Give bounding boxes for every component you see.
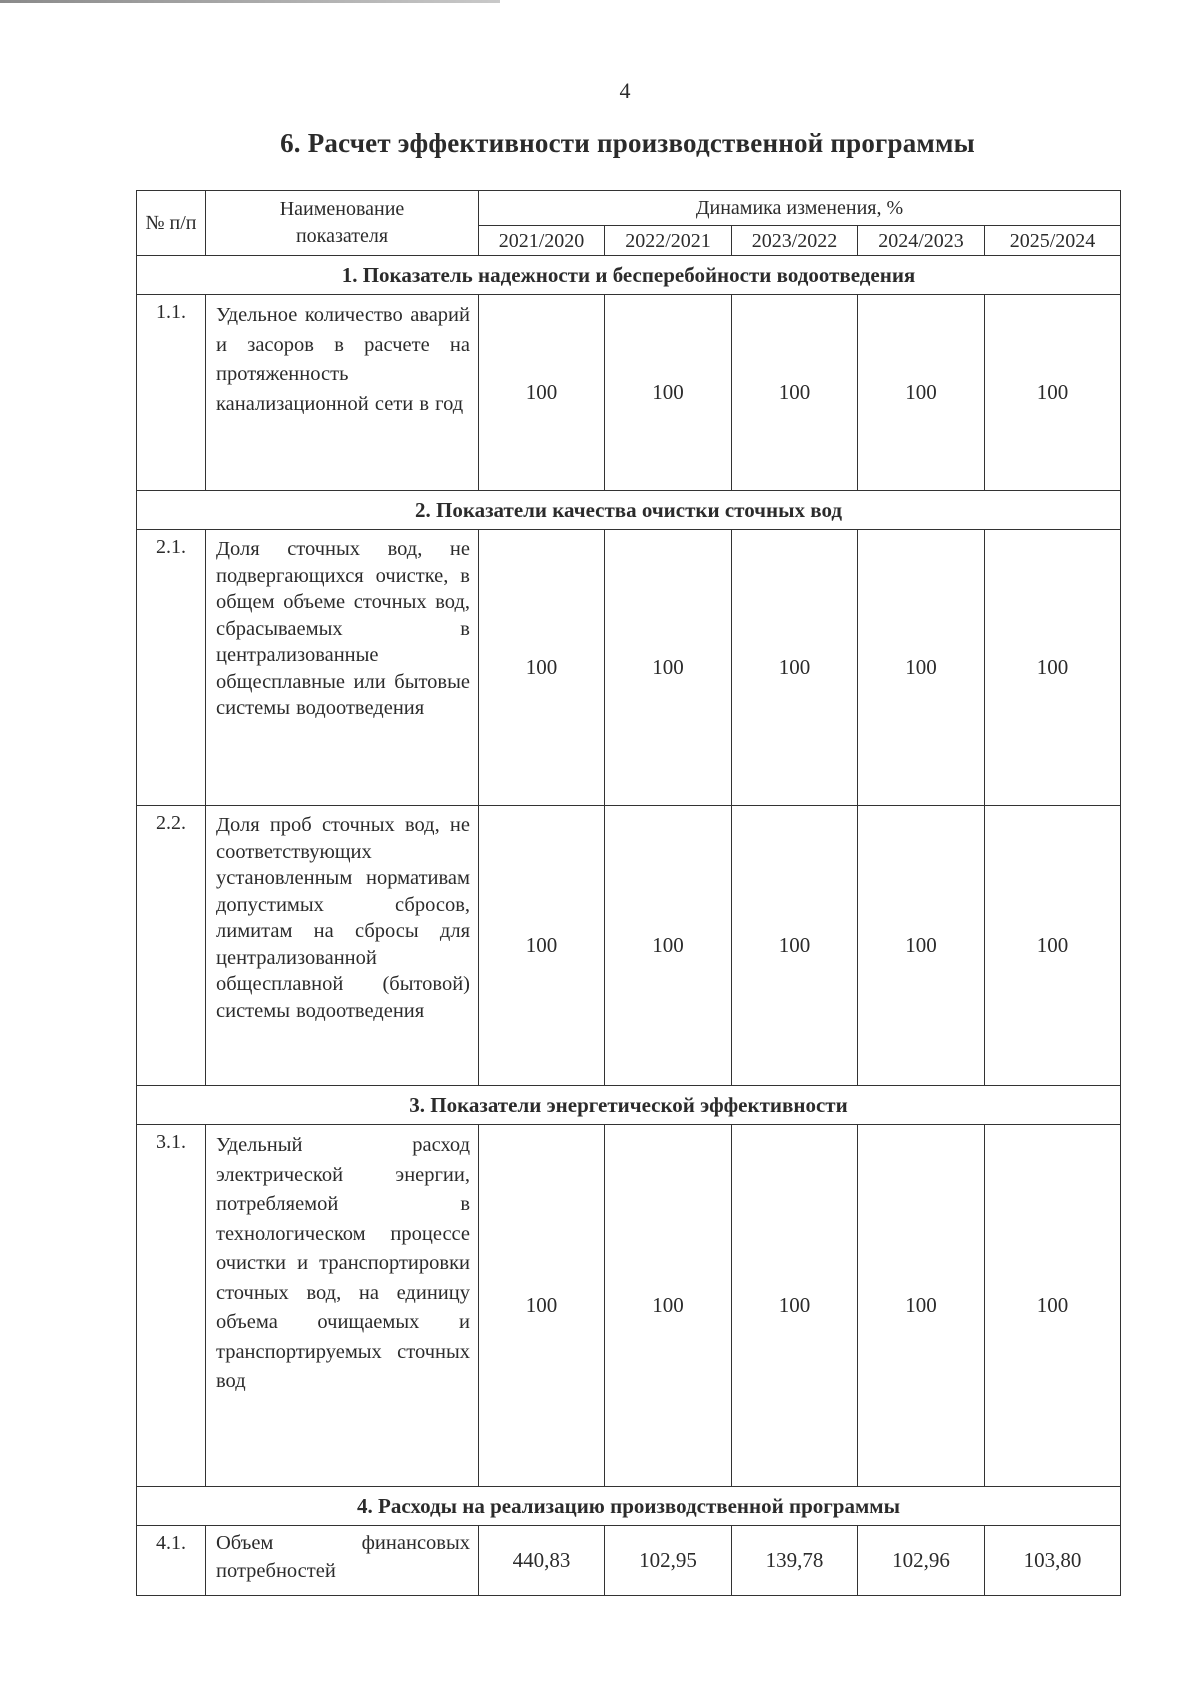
row-value: 100: [985, 530, 1121, 806]
row-value: 100: [732, 806, 858, 1086]
row-number: 2.1.: [137, 530, 206, 806]
table-row: [137, 1125, 1121, 1487]
row-value: 100: [732, 295, 858, 491]
row-value: 100: [858, 1125, 985, 1487]
header-name: Наименование показателя: [206, 191, 479, 256]
header-year: 2023/2022: [732, 226, 858, 256]
section-title: 2. Показатели качества очистки сточных вод: [137, 491, 1121, 530]
row-value: 100: [605, 295, 732, 491]
section-row: [137, 1487, 1121, 1526]
row-number: 2.2.: [137, 806, 206, 1086]
scan-edge-artifact: [0, 0, 500, 3]
row-value: 100: [605, 530, 732, 806]
row-number: 1.1.: [137, 295, 206, 491]
section-row: [137, 491, 1121, 530]
row-name: Доля сточных вод, не подвергающихся очистке, в общем объеме сточных вод, сбрасываемых в централизованные общесплавные или бытовые системы водоотведения: [206, 530, 479, 806]
row-number: 3.1.: [137, 1125, 206, 1487]
row-value: 102,95: [605, 1526, 732, 1596]
row-value: 100: [479, 806, 605, 1086]
document-title: 6. Расчет эффективности производственной программы: [280, 128, 975, 158]
section-title: 1. Показатель надежности и бесперебойности водоотведения: [137, 256, 1121, 295]
row-name: Доля проб сточных вод, не соответствующих установленным нормативам допустимых сбросов, лимитам на сбросы для централизованной общесплавной (бытовой) системы водоотведения: [206, 806, 479, 1086]
row-name: Удельный расход электрической энергии, потребляемой в технологическом процессе очистки и транспортировки сточных вод, на единицу объема очищаемых и транспортируемых сточных вод: [206, 1125, 479, 1487]
header-year: 2024/2023: [858, 226, 985, 256]
row-value: 100: [858, 530, 985, 806]
section-title: 3. Показатели энергетической эффективности: [137, 1086, 1121, 1125]
row-value: 100: [605, 806, 732, 1086]
row-value: 103,80: [985, 1526, 1121, 1596]
header-dynamics: Динамика изменения, %: [479, 191, 1121, 226]
row-value: 100: [479, 530, 605, 806]
row-value: 139,78: [732, 1526, 858, 1596]
table-row: [137, 806, 1121, 1086]
table-header-row: [137, 191, 1121, 226]
row-value: 100: [985, 806, 1121, 1086]
header-year: 2021/2020: [479, 226, 605, 256]
page-number: 4: [619, 78, 631, 103]
section-title: 4. Расходы на реализацию производственной программы: [137, 1487, 1121, 1526]
row-value: 100: [985, 1125, 1121, 1487]
header-year: 2022/2021: [605, 226, 732, 256]
row-value: 100: [858, 295, 985, 491]
header-num: № п/п: [137, 191, 206, 256]
row-value: 100: [858, 806, 985, 1086]
table-row: [137, 295, 1121, 491]
row-value: 100: [479, 295, 605, 491]
row-value: 100: [732, 530, 858, 806]
efficiency-table: [136, 190, 1121, 1596]
row-value: 100: [479, 1125, 605, 1487]
table-row: [137, 530, 1121, 806]
section-row: [137, 1086, 1121, 1125]
row-value: 100: [605, 1125, 732, 1487]
row-value: 100: [985, 295, 1121, 491]
section-row: [137, 256, 1121, 295]
row-name: Удельное количество аварий и засоров в расчете на протяженность канализационной сети в год: [206, 295, 479, 491]
row-value: 440,83: [479, 1526, 605, 1596]
header-year: 2025/2024: [985, 226, 1121, 256]
row-value: 102,96: [858, 1526, 985, 1596]
row-value: 100: [732, 1125, 858, 1487]
table-row: [137, 1526, 1121, 1596]
row-name: Объем финансовых потребностей: [206, 1526, 479, 1596]
row-number: 4.1.: [137, 1526, 206, 1596]
